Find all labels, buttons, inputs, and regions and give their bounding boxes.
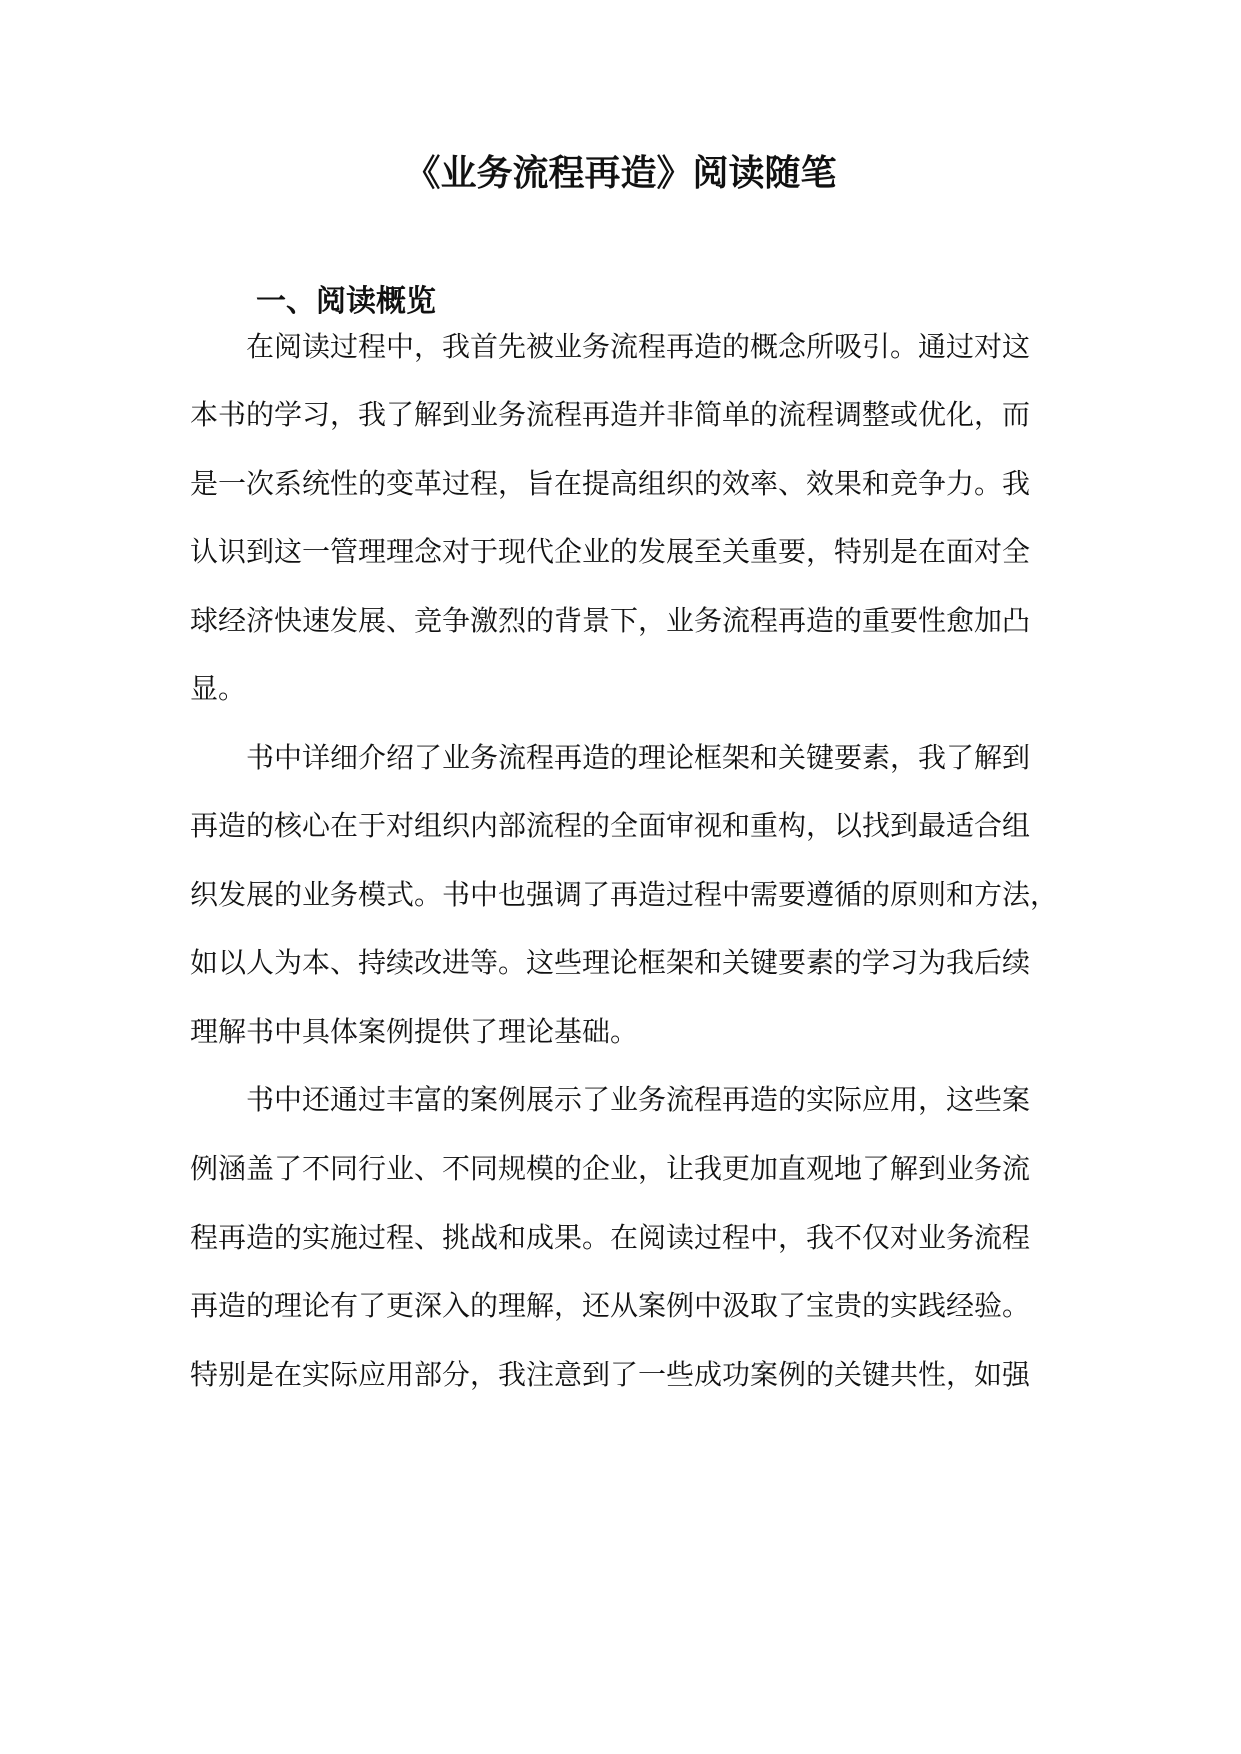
paragraph-line: 书中还通过丰富的案例展示了业务流程再造的实际应用，这些案 (246, 1083, 1031, 1116)
section-heading: 一、阅读概览 (256, 284, 436, 319)
paragraph-line: 在阅读过程中，我首先被业务流程再造的概念所吸引。通过对这 (246, 330, 1031, 363)
paragraph-line: 程再造的实施过程、挑战和成果。在阅读过程中，我不仅对业务流程 (190, 1221, 1031, 1254)
paragraph-line: 书中详细介绍了业务流程再造的理论框架和关键要素，我了解到 (246, 741, 1031, 774)
paragraph-line: 显。 (190, 672, 247, 705)
paragraph-line: 认识到这一管理理念对于现代企业的发展至关重要，特别是在面对全 (190, 535, 1031, 568)
paragraph-line: 织发展的业务模式。书中也强调了再造过程中需要遵循的原则和方法， (190, 878, 1059, 911)
paragraph-line: 球经济快速发展、竞争激烈的背景下，业务流程再造的重要性愈加凸 (190, 604, 1031, 637)
paragraph-line: 特别是在实际应用部分，我注意到了一些成功案例的关键共性，如强 (190, 1358, 1031, 1391)
paragraph-line: 如以人为本、持续改进等。这些理论框架和关键要素的学习为我后续 (190, 946, 1031, 979)
paragraph-line: 本书的学习，我了解到业务流程再造并非简单的流程调整或优化，而 (190, 398, 1031, 431)
document-title: 《业务流程再造》阅读随笔 (404, 152, 837, 194)
paragraph-line: 是一次系统性的变革过程，旨在提高组织的效率、效果和竞争力。我 (190, 467, 1031, 500)
paragraph-line: 例涵盖了不同行业、不同规模的企业，让我更加直观地了解到业务流 (190, 1152, 1031, 1185)
paragraph-line: 再造的核心在于对组织内部流程的全面审视和重构，以找到最适合组 (190, 809, 1031, 842)
paragraph-line: 再造的理论有了更深入的理解，还从案例中汲取了宝贵的实践经验。 (190, 1289, 1031, 1322)
paragraph-line: 理解书中具体案例提供了理论基础。 (190, 1015, 639, 1048)
